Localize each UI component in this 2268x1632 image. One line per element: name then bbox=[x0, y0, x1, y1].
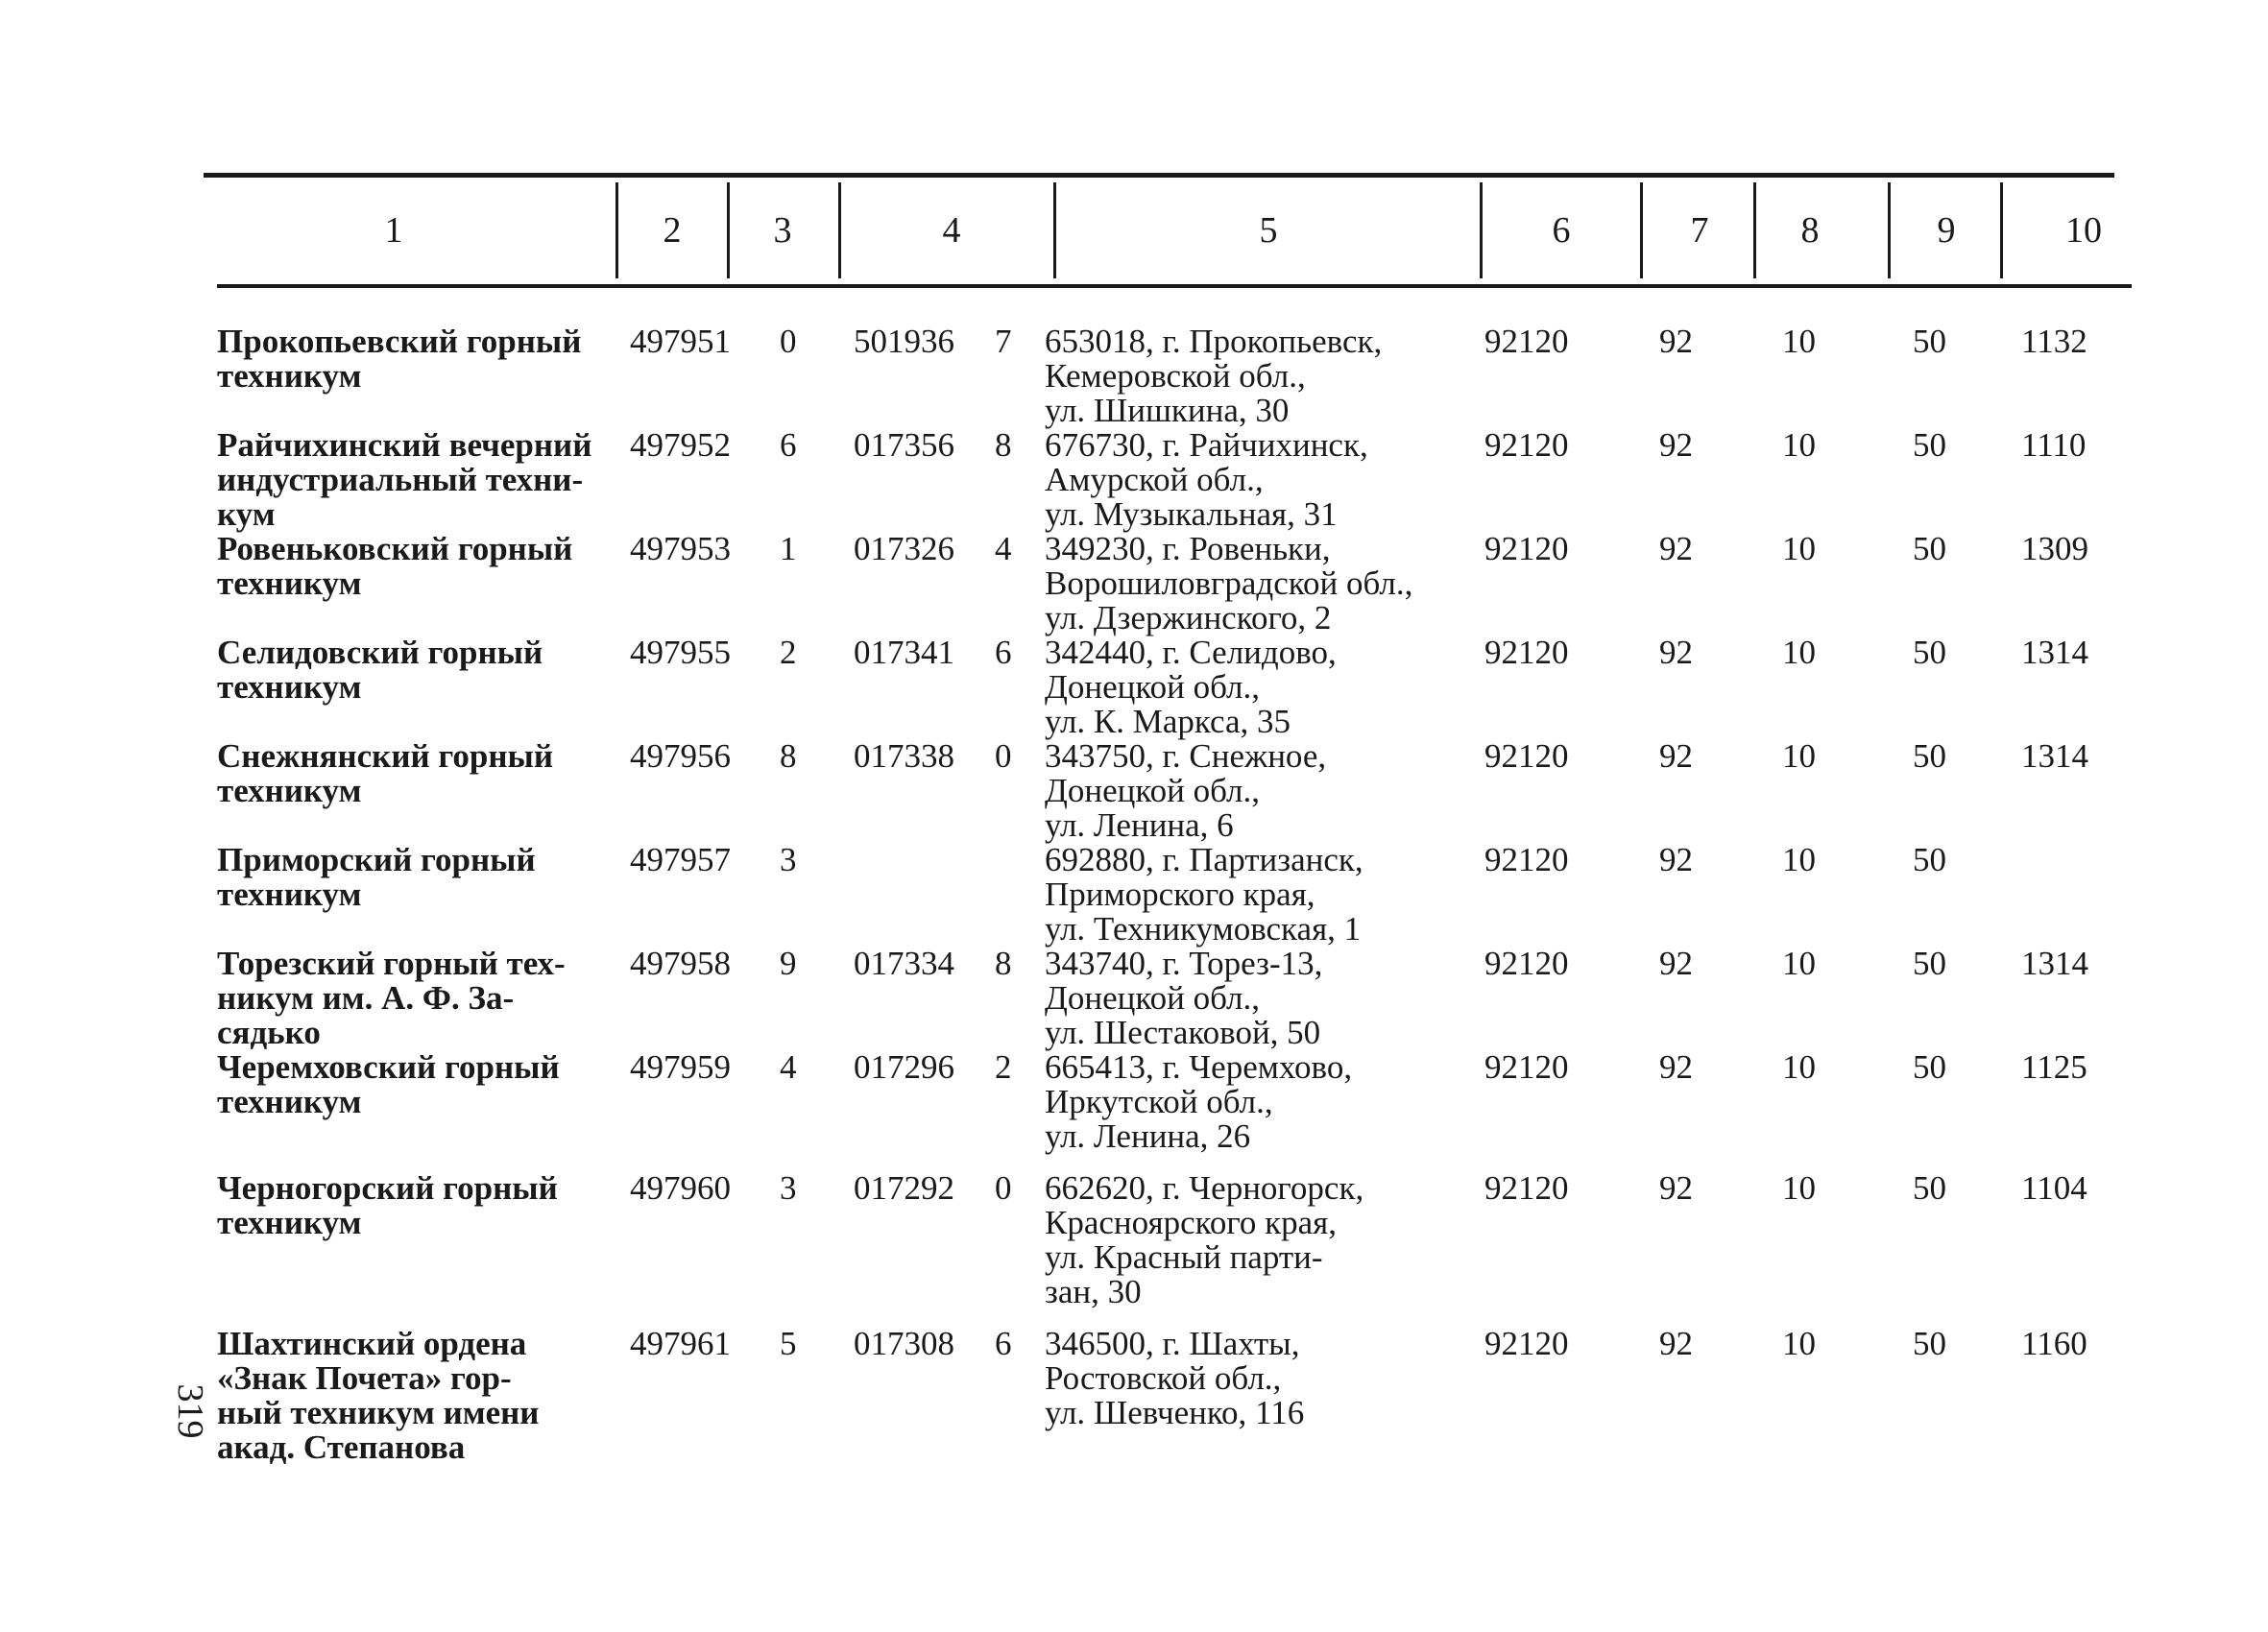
col10-cell: 1132 bbox=[2021, 323, 2087, 360]
address-line: 692880, г. Партизанск, bbox=[1045, 841, 1363, 878]
address-line: зан, 30 bbox=[1045, 1273, 1142, 1310]
column-header-5: 5 bbox=[1259, 210, 1278, 251]
col6-cell: 92120 bbox=[1484, 323, 1569, 360]
okpo-check-cell: 0 bbox=[995, 737, 1012, 775]
okpo-check-cell: 8 bbox=[995, 945, 1012, 982]
institution-name-line: Снежнянский горный bbox=[217, 737, 554, 775]
col9-cell: 50 bbox=[1913, 530, 1946, 567]
page-number: 319 bbox=[170, 1383, 210, 1439]
col10-cell: 1314 bbox=[2021, 634, 2088, 671]
col9-cell: 50 bbox=[1913, 1325, 1946, 1362]
address-line: 653018, г. Прокопьевск, bbox=[1045, 323, 1383, 360]
institution-name-line: техникум bbox=[217, 564, 362, 602]
address bbox=[1045, 739, 1326, 843]
institution-name-line: Черногорский горный bbox=[217, 1169, 558, 1207]
code-cell: 497961 bbox=[630, 1325, 731, 1362]
col8-cell: 10 bbox=[1782, 737, 1816, 775]
address-line: 346500, г. Шахты, bbox=[1045, 1325, 1300, 1362]
address bbox=[1045, 532, 1412, 636]
code-cell: 497960 bbox=[630, 1169, 731, 1207]
address-line: ул. Техникумовская, 1 bbox=[1045, 910, 1362, 948]
okpo-cell: 017341 bbox=[854, 634, 954, 671]
institution-name-line: техникум bbox=[217, 357, 362, 395]
col8-cell: 10 bbox=[1782, 1048, 1816, 1086]
okpo-check-cell: 4 bbox=[995, 530, 1012, 567]
header-separator bbox=[2000, 182, 2003, 278]
address-line: Ворошиловградской обл., bbox=[1045, 564, 1413, 602]
col7-cell: 92 bbox=[1659, 634, 1693, 671]
institution-name-line: техникум bbox=[217, 1083, 362, 1120]
okpo-check-cell: 8 bbox=[995, 426, 1012, 464]
col6-cell: 92120 bbox=[1484, 737, 1569, 775]
check-digit-cell: 3 bbox=[780, 841, 797, 878]
header-separator bbox=[615, 182, 618, 278]
column-header-7: 7 bbox=[1690, 210, 1709, 251]
code-cell: 497955 bbox=[630, 634, 731, 671]
address bbox=[1045, 1171, 1363, 1309]
institution-name-line: Шахтинский ордена bbox=[217, 1325, 527, 1362]
address-line: Приморского края, bbox=[1045, 876, 1315, 913]
col9-cell: 50 bbox=[1913, 737, 1946, 775]
okpo-cell: 017338 bbox=[854, 737, 954, 775]
header-separator bbox=[1053, 182, 1056, 278]
institution-name-line: Прокопьевский горный bbox=[217, 323, 582, 360]
okpo-cell: 017292 bbox=[854, 1169, 954, 1207]
col9-cell: 50 bbox=[1913, 841, 1946, 878]
column-header-2: 2 bbox=[663, 210, 682, 251]
address-line: ул. Шевченко, 116 bbox=[1045, 1394, 1305, 1431]
col9-cell: 50 bbox=[1913, 323, 1946, 360]
okpo-cell: 017296 bbox=[854, 1048, 954, 1086]
institution-name-line: Приморский горный bbox=[217, 841, 536, 878]
okpo-cell: 501936 bbox=[854, 323, 954, 360]
col6-cell: 92120 bbox=[1484, 426, 1569, 464]
column-header-10: 10 bbox=[2065, 210, 2102, 251]
address-line: ул. Красный парти- bbox=[1045, 1238, 1323, 1276]
col10-cell: 1314 bbox=[2021, 737, 2088, 775]
col7-cell: 92 bbox=[1659, 945, 1693, 982]
address bbox=[1045, 324, 1382, 428]
institution-name bbox=[217, 324, 581, 394]
institution-name-line: никум им. А. Ф. За- bbox=[217, 979, 515, 1017]
col6-cell: 92120 bbox=[1484, 530, 1569, 567]
address-line: ул. Шишкина, 30 bbox=[1045, 392, 1290, 429]
col8-cell: 10 bbox=[1782, 323, 1816, 360]
okpo-check-cell: 2 bbox=[995, 1048, 1012, 1086]
col7-cell: 92 bbox=[1659, 1048, 1693, 1086]
okpo-cell: 017334 bbox=[854, 945, 954, 982]
address-line: Кемеровской обл., bbox=[1045, 357, 1306, 395]
address bbox=[1045, 636, 1337, 739]
okpo-check-cell: 6 bbox=[995, 1325, 1012, 1362]
address-line: 676730, г. Райчихинск, bbox=[1045, 426, 1368, 464]
check-digit-cell: 8 bbox=[780, 737, 797, 775]
col10-cell: 1104 bbox=[2021, 1169, 2087, 1207]
address-line: ул. Музыкальная, 31 bbox=[1045, 495, 1338, 533]
check-digit-cell: 9 bbox=[780, 945, 797, 982]
check-digit-cell: 5 bbox=[780, 1325, 797, 1362]
address bbox=[1045, 428, 1368, 532]
institution-name-line: Торезский горный тех- bbox=[217, 945, 566, 982]
col6-cell: 92120 bbox=[1484, 1325, 1569, 1362]
address-line: Донецкой обл., bbox=[1045, 772, 1260, 809]
okpo-cell: 017326 bbox=[854, 530, 954, 567]
col10-cell: 1309 bbox=[2021, 530, 2088, 567]
code-cell: 497959 bbox=[630, 1048, 731, 1086]
col9-cell: 50 bbox=[1913, 945, 1946, 982]
institution-name-line: техникум bbox=[217, 772, 362, 809]
okpo-cell: 017308 bbox=[854, 1325, 954, 1362]
address-line: ул. Шестаковой, 50 bbox=[1045, 1014, 1321, 1051]
col7-cell: 92 bbox=[1659, 323, 1693, 360]
header-separator bbox=[1480, 182, 1483, 278]
institution-name bbox=[217, 532, 572, 601]
col10-cell: 1125 bbox=[2021, 1048, 2087, 1086]
institution-name-line: Черемховский горный bbox=[217, 1048, 560, 1086]
col8-cell: 10 bbox=[1782, 426, 1816, 464]
col9-cell: 50 bbox=[1913, 634, 1946, 671]
address bbox=[1045, 1327, 1304, 1430]
col7-cell: 92 bbox=[1659, 841, 1693, 878]
institution-name bbox=[217, 1171, 558, 1240]
col7-cell: 92 bbox=[1659, 1169, 1693, 1207]
col6-cell: 92120 bbox=[1484, 1048, 1569, 1086]
address-line: 342440, г. Селидово, bbox=[1045, 634, 1337, 671]
col10-cell: 1110 bbox=[2021, 426, 2087, 464]
institution-name bbox=[217, 739, 553, 808]
column-header-3: 3 bbox=[773, 210, 792, 251]
col7-cell: 92 bbox=[1659, 1325, 1693, 1362]
address-line: 343750, г. Снежное, bbox=[1045, 737, 1327, 775]
institution-name bbox=[217, 1327, 539, 1465]
code-cell: 497957 bbox=[630, 841, 731, 878]
col7-cell: 92 bbox=[1659, 737, 1693, 775]
address-line: 662620, г. Черногорск, bbox=[1045, 1169, 1364, 1207]
column-header-8: 8 bbox=[1800, 210, 1820, 251]
institution-name-line: Селидовский горный bbox=[217, 634, 543, 671]
check-digit-cell: 0 bbox=[780, 323, 797, 360]
institution-name-line: техникум bbox=[217, 876, 362, 913]
col8-cell: 10 bbox=[1782, 634, 1816, 671]
institution-name-line: сядько bbox=[217, 1014, 321, 1051]
column-header-9: 9 bbox=[1937, 210, 1956, 251]
address-line: Ростовской обл., bbox=[1045, 1359, 1282, 1397]
address-line: Иркутской обл., bbox=[1045, 1083, 1273, 1120]
col8-cell: 10 bbox=[1782, 530, 1816, 567]
institution-name bbox=[217, 636, 543, 705]
okpo-cell: 017356 bbox=[854, 426, 954, 464]
address-line: Донецкой обл., bbox=[1045, 979, 1260, 1017]
check-digit-cell: 3 bbox=[780, 1169, 797, 1207]
check-digit-cell: 4 bbox=[780, 1048, 797, 1086]
col6-cell: 92120 bbox=[1484, 634, 1569, 671]
okpo-check-cell: 6 bbox=[995, 634, 1012, 671]
okpo-check-cell: 7 bbox=[995, 323, 1012, 360]
col7-cell: 92 bbox=[1659, 426, 1693, 464]
col9-cell: 50 bbox=[1913, 1169, 1946, 1207]
institution-name-line: акад. Степанова bbox=[217, 1428, 466, 1466]
column-header-6: 6 bbox=[1552, 210, 1571, 251]
header-separator bbox=[1888, 182, 1891, 278]
header-separator bbox=[727, 182, 730, 278]
header-separator bbox=[1753, 182, 1756, 278]
institution-name bbox=[217, 843, 536, 912]
code-cell: 497952 bbox=[630, 426, 731, 464]
col8-cell: 10 bbox=[1782, 1169, 1816, 1207]
address-line: 349230, г. Ровеньки, bbox=[1045, 530, 1331, 567]
col8-cell: 10 bbox=[1782, 1325, 1816, 1362]
header-separator bbox=[1640, 182, 1643, 278]
address-line: ул. Ленина, 26 bbox=[1045, 1117, 1251, 1155]
header-separator bbox=[838, 182, 841, 278]
code-cell: 497953 bbox=[630, 530, 731, 567]
table-top-rule bbox=[204, 173, 2114, 178]
code-cell: 497956 bbox=[630, 737, 731, 775]
column-header-1: 1 bbox=[384, 210, 403, 251]
institution-name-line: Ровеньковский горный bbox=[217, 530, 573, 567]
col10-cell: 1314 bbox=[2021, 945, 2088, 982]
address bbox=[1045, 947, 1322, 1050]
check-digit-cell: 2 bbox=[780, 634, 797, 671]
check-digit-cell: 1 bbox=[780, 530, 797, 567]
address-line: Красноярского края, bbox=[1045, 1204, 1337, 1241]
code-cell: 497951 bbox=[630, 323, 731, 360]
institution-name bbox=[217, 428, 591, 532]
col9-cell: 50 bbox=[1913, 1048, 1946, 1086]
institution-name-line: «Знак Почета» гор- bbox=[217, 1359, 512, 1397]
institution-name bbox=[217, 1050, 560, 1119]
col10-cell: 1160 bbox=[2021, 1325, 2087, 1362]
institution-name-line: техникум bbox=[217, 668, 362, 706]
address-line: ул. К. Маркса, 35 bbox=[1045, 703, 1291, 740]
col9-cell: 50 bbox=[1913, 426, 1946, 464]
col6-cell: 92120 bbox=[1484, 841, 1569, 878]
col8-cell: 10 bbox=[1782, 945, 1816, 982]
okpo-check-cell: 0 bbox=[995, 1169, 1012, 1207]
institution-name bbox=[217, 947, 566, 1050]
col6-cell: 92120 bbox=[1484, 945, 1569, 982]
institution-name-line: индустриальный техни- bbox=[217, 461, 584, 498]
address-line: ул. Ленина, 6 bbox=[1045, 806, 1234, 844]
address-line: Донецкой обл., bbox=[1045, 668, 1260, 706]
address bbox=[1045, 843, 1363, 947]
institution-name-line: ный техникум имени bbox=[217, 1394, 540, 1431]
code-cell: 497958 bbox=[630, 945, 731, 982]
column-header-4: 4 bbox=[942, 210, 961, 251]
table-header-rule bbox=[217, 284, 2132, 288]
address bbox=[1045, 1050, 1352, 1154]
address-line: 343740, г. Торез-13, bbox=[1045, 945, 1323, 982]
address-line: ул. Дзержинского, 2 bbox=[1045, 599, 1332, 636]
col8-cell: 10 bbox=[1782, 841, 1816, 878]
institution-name-line: техникум bbox=[217, 1204, 362, 1241]
address-line: 665413, г. Черемхово, bbox=[1045, 1048, 1353, 1086]
institution-name-line: кум bbox=[217, 495, 276, 533]
address-line: Амурской обл., bbox=[1045, 461, 1264, 498]
col6-cell: 92120 bbox=[1484, 1169, 1569, 1207]
col7-cell: 92 bbox=[1659, 530, 1693, 567]
check-digit-cell: 6 bbox=[780, 426, 797, 464]
institution-name-line: Райчихинский вечерний bbox=[217, 426, 592, 464]
